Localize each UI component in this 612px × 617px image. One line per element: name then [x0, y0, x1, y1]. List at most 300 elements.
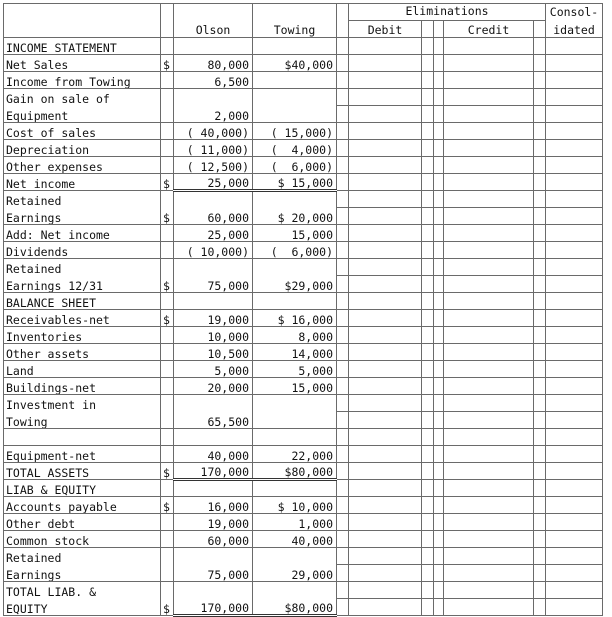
- row-olson-value: 25,000: [174, 225, 253, 242]
- row-spacer-cell: [534, 191, 546, 208]
- row-olson-value: [174, 293, 253, 310]
- row-spacer-cell: [434, 157, 444, 174]
- row-olson-value: 170,000: [174, 463, 253, 480]
- row-gap-cell: [337, 157, 349, 174]
- table-row: [4, 208, 603, 225]
- row-gap-cell: [337, 446, 349, 463]
- row-spacer-cell: [422, 497, 434, 514]
- row-spacer-cell: [422, 259, 434, 276]
- row-olson-value: ( 10,000): [174, 242, 253, 259]
- row-consolidated-cell: [546, 344, 603, 361]
- row-spacer-cell: [434, 446, 444, 463]
- table-row: [4, 531, 603, 548]
- row-gap-cell: [337, 191, 349, 208]
- row-olson-value: 2,000: [174, 106, 253, 123]
- header-dollar-cell-2: [161, 21, 174, 38]
- row-debit-cell: [349, 463, 422, 480]
- table-row: [4, 514, 603, 531]
- row-label: Other assets: [4, 344, 161, 361]
- row-spacer-cell: [422, 38, 434, 55]
- row-credit-cell: [444, 293, 534, 310]
- row-spacer-cell: [534, 446, 546, 463]
- table-row: [4, 259, 603, 276]
- row-spacer-cell: [434, 38, 444, 55]
- row-spacer-cell: [434, 293, 444, 310]
- row-olson-value: [174, 548, 253, 565]
- table-row: [4, 599, 603, 616]
- row-towing-value: 22,000: [253, 446, 337, 463]
- row-gap-cell: [337, 310, 349, 327]
- row-debit-cell: [349, 293, 422, 310]
- row-consolidated-cell: [546, 310, 603, 327]
- row-dollar-sign: [161, 395, 174, 412]
- row-towing-value: [253, 548, 337, 565]
- row-gap-cell: [337, 480, 349, 497]
- row-spacer-cell: [534, 106, 546, 123]
- row-label: Other debt: [4, 514, 161, 531]
- row-debit-cell: [349, 225, 422, 242]
- row-dollar-sign: [161, 378, 174, 395]
- row-consolidated-cell: [546, 259, 603, 276]
- row-spacer-cell: [422, 106, 434, 123]
- row-spacer-cell: [434, 89, 444, 106]
- row-spacer-cell: [434, 412, 444, 429]
- row-dollar-sign: [161, 344, 174, 361]
- row-label: INCOME STATEMENT: [4, 38, 161, 55]
- row-consolidated-cell: [546, 395, 603, 412]
- row-label: [4, 429, 161, 446]
- row-spacer-cell: [422, 55, 434, 72]
- row-spacer-cell: [534, 157, 546, 174]
- row-credit-cell: [444, 38, 534, 55]
- row-towing-value: $ 16,000: [253, 310, 337, 327]
- row-spacer-cell: [434, 310, 444, 327]
- row-consolidated-cell: [546, 463, 603, 480]
- row-credit-cell: [444, 497, 534, 514]
- row-spacer-cell: [422, 310, 434, 327]
- row-spacer-cell: [422, 72, 434, 89]
- row-spacer-cell: [534, 497, 546, 514]
- row-spacer-cell: [534, 310, 546, 327]
- table-row: [4, 378, 603, 395]
- table-row: [4, 497, 603, 514]
- row-towing-value: $80,000: [253, 463, 337, 480]
- row-label: TOTAL LIAB. &: [4, 582, 161, 599]
- row-olson-value: ( 12,500): [174, 157, 253, 174]
- row-consolidated-cell: [546, 429, 603, 446]
- row-debit-cell: [349, 174, 422, 191]
- row-credit-cell: [444, 276, 534, 293]
- row-gap-cell: [337, 378, 349, 395]
- row-debit-cell: [349, 582, 422, 599]
- row-dollar-sign: [161, 38, 174, 55]
- row-spacer-cell: [422, 157, 434, 174]
- row-gap-cell: [337, 412, 349, 429]
- table-row: [4, 310, 603, 327]
- header-row-1: [4, 4, 603, 21]
- row-spacer-cell: [422, 514, 434, 531]
- row-credit-cell: [444, 395, 534, 412]
- row-dollar-sign: [161, 412, 174, 429]
- row-debit-cell: [349, 497, 422, 514]
- row-label: Retained: [4, 191, 161, 208]
- row-label: Inventories: [4, 327, 161, 344]
- row-spacer-cell: [422, 378, 434, 395]
- row-gap-cell: [337, 89, 349, 106]
- row-consolidated-cell: [546, 446, 603, 463]
- row-olson-value: [174, 89, 253, 106]
- row-spacer-cell: [434, 72, 444, 89]
- row-gap-cell: [337, 55, 349, 72]
- row-towing-value: ( 6,000): [253, 242, 337, 259]
- row-towing-value: [253, 38, 337, 55]
- row-towing-value: $ 15,000: [253, 174, 337, 191]
- row-gap-cell: [337, 548, 349, 565]
- row-gap-cell: [337, 395, 349, 412]
- consolidation-worksheet: [3, 3, 603, 617]
- row-towing-value: $ 20,000: [253, 208, 337, 225]
- table-row: [4, 565, 603, 582]
- row-towing-value: 40,000: [253, 531, 337, 548]
- row-spacer-cell: [434, 242, 444, 259]
- row-label: Investment in: [4, 395, 161, 412]
- header-gap-cell-2: [337, 21, 349, 38]
- row-debit-cell: [349, 531, 422, 548]
- row-consolidated-cell: [546, 327, 603, 344]
- row-gap-cell: [337, 361, 349, 378]
- row-spacer-cell: [422, 463, 434, 480]
- row-debit-cell: [349, 276, 422, 293]
- row-towing-value: [253, 412, 337, 429]
- row-spacer-cell: [422, 225, 434, 242]
- row-spacer-cell: [534, 242, 546, 259]
- row-debit-cell: [349, 191, 422, 208]
- row-spacer-cell: [422, 429, 434, 446]
- row-spacer-cell: [534, 582, 546, 599]
- row-towing-value: [253, 259, 337, 276]
- row-towing-value: $80,000: [253, 599, 337, 616]
- row-towing-value: [253, 72, 337, 89]
- row-olson-value: 65,500: [174, 412, 253, 429]
- header-dollar-cell: [161, 4, 174, 21]
- row-dollar-sign: [161, 531, 174, 548]
- row-towing-value: [253, 106, 337, 123]
- row-credit-cell: [444, 463, 534, 480]
- row-olson-value: 75,000: [174, 276, 253, 293]
- row-dollar-sign: [161, 446, 174, 463]
- row-gap-cell: [337, 293, 349, 310]
- row-towing-value: ( 4,000): [253, 140, 337, 157]
- row-consolidated-cell: [546, 89, 603, 106]
- row-towing-value: [253, 429, 337, 446]
- row-credit-cell: [444, 565, 534, 582]
- table-row: [4, 327, 603, 344]
- row-debit-cell: [349, 242, 422, 259]
- table-row: [4, 55, 603, 72]
- row-spacer-cell: [422, 480, 434, 497]
- row-consolidated-cell: [546, 191, 603, 208]
- row-olson-value: 10,500: [174, 344, 253, 361]
- row-dollar-sign: $: [161, 497, 174, 514]
- row-debit-cell: [349, 106, 422, 123]
- row-spacer-cell: [434, 497, 444, 514]
- table-row: [4, 276, 603, 293]
- row-gap-cell: [337, 259, 349, 276]
- row-gap-cell: [337, 344, 349, 361]
- row-spacer-cell: [434, 582, 444, 599]
- row-debit-cell: [349, 55, 422, 72]
- table-row: [4, 395, 603, 412]
- row-credit-cell: [444, 344, 534, 361]
- row-olson-value: ( 11,000): [174, 140, 253, 157]
- header-spacer-cell: [422, 21, 434, 38]
- row-debit-cell: [349, 140, 422, 157]
- row-credit-cell: [444, 429, 534, 446]
- row-debit-cell: [349, 310, 422, 327]
- row-debit-cell: [349, 327, 422, 344]
- header-gap-cell: [337, 4, 349, 21]
- table-row: [4, 582, 603, 599]
- row-consolidated-cell: [546, 480, 603, 497]
- row-dollar-sign: [161, 191, 174, 208]
- row-label: EQUITY: [4, 599, 161, 616]
- row-olson-value: 60,000: [174, 208, 253, 225]
- row-gap-cell: [337, 276, 349, 293]
- row-dollar-sign: $: [161, 174, 174, 191]
- row-dollar-sign: $: [161, 208, 174, 225]
- row-spacer-cell: [534, 429, 546, 446]
- row-spacer-cell: [534, 140, 546, 157]
- row-dollar-sign: [161, 140, 174, 157]
- row-label: TOTAL ASSETS: [4, 463, 161, 480]
- row-spacer-cell: [534, 599, 546, 616]
- row-olson-value: [174, 191, 253, 208]
- row-spacer-cell: [422, 599, 434, 616]
- row-olson-value: 75,000: [174, 565, 253, 582]
- row-label: Net income: [4, 174, 161, 191]
- row-spacer-cell: [534, 276, 546, 293]
- row-olson-value: [174, 429, 253, 446]
- row-debit-cell: [349, 599, 422, 616]
- row-label: Net Sales: [4, 55, 161, 72]
- row-spacer-cell: [422, 344, 434, 361]
- row-dollar-sign: [161, 361, 174, 378]
- row-dollar-sign: [161, 123, 174, 140]
- row-towing-value: ( 6,000): [253, 157, 337, 174]
- row-debit-cell: [349, 565, 422, 582]
- row-gap-cell: [337, 463, 349, 480]
- row-credit-cell: [444, 582, 534, 599]
- row-spacer-cell: [422, 565, 434, 582]
- row-credit-cell: [444, 548, 534, 565]
- table-row: [4, 344, 603, 361]
- row-gap-cell: [337, 497, 349, 514]
- row-label: Dividends: [4, 242, 161, 259]
- row-spacer-cell: [534, 565, 546, 582]
- row-spacer-cell: [534, 378, 546, 395]
- row-gap-cell: [337, 38, 349, 55]
- row-spacer-cell: [534, 361, 546, 378]
- row-spacer-cell: [534, 293, 546, 310]
- row-consolidated-cell: [546, 242, 603, 259]
- row-credit-cell: [444, 106, 534, 123]
- row-spacer-cell: [534, 123, 546, 140]
- row-debit-cell: [349, 361, 422, 378]
- row-debit-cell: [349, 378, 422, 395]
- row-spacer-cell: [534, 72, 546, 89]
- credit-column-header: Credit: [444, 21, 534, 38]
- towing-column-header: Towing: [253, 21, 337, 38]
- row-consolidated-cell: [546, 276, 603, 293]
- row-spacer-cell: [534, 208, 546, 225]
- row-label: Other expenses: [4, 157, 161, 174]
- row-spacer-cell: [434, 429, 444, 446]
- row-spacer-cell: [434, 463, 444, 480]
- row-gap-cell: [337, 72, 349, 89]
- row-towing-value: [253, 395, 337, 412]
- row-spacer-cell: [534, 55, 546, 72]
- row-dollar-sign: $: [161, 599, 174, 616]
- row-spacer-cell: [534, 548, 546, 565]
- row-label: Earnings 12/31: [4, 276, 161, 293]
- row-dollar-sign: [161, 548, 174, 565]
- row-credit-cell: [444, 55, 534, 72]
- row-spacer-cell: [434, 514, 444, 531]
- row-olson-value: 25,000: [174, 174, 253, 191]
- row-consolidated-cell: [546, 293, 603, 310]
- row-dollar-sign: [161, 480, 174, 497]
- row-spacer-cell: [422, 191, 434, 208]
- row-credit-cell: [444, 89, 534, 106]
- row-spacer-cell: [422, 140, 434, 157]
- row-olson-value: 6,500: [174, 72, 253, 89]
- row-spacer-cell: [422, 548, 434, 565]
- row-spacer-cell: [534, 463, 546, 480]
- row-olson-value: 5,000: [174, 361, 253, 378]
- row-spacer-cell: [534, 395, 546, 412]
- row-label: Land: [4, 361, 161, 378]
- row-towing-value: 15,000: [253, 225, 337, 242]
- debit-column-header: Debit: [349, 21, 422, 38]
- row-consolidated-cell: [546, 599, 603, 616]
- row-dollar-sign: $: [161, 276, 174, 293]
- row-consolidated-cell: [546, 123, 603, 140]
- row-spacer-cell: [434, 361, 444, 378]
- row-towing-value: ( 15,000): [253, 123, 337, 140]
- row-gap-cell: [337, 106, 349, 123]
- row-dollar-sign: $: [161, 310, 174, 327]
- header-spacer-cell: [534, 21, 546, 38]
- row-gap-cell: [337, 599, 349, 616]
- row-spacer-cell: [434, 531, 444, 548]
- row-towing-value: $ 10,000: [253, 497, 337, 514]
- row-consolidated-cell: [546, 72, 603, 89]
- table-row: [4, 174, 603, 191]
- row-olson-value: [174, 38, 253, 55]
- row-debit-cell: [349, 123, 422, 140]
- row-credit-cell: [444, 242, 534, 259]
- header-spacer-cell: [434, 21, 444, 38]
- row-credit-cell: [444, 191, 534, 208]
- row-olson-value: 10,000: [174, 327, 253, 344]
- row-credit-cell: [444, 327, 534, 344]
- row-debit-cell: [349, 72, 422, 89]
- row-olson-value: 19,000: [174, 514, 253, 531]
- consolidated-header-line1: Consol-: [546, 4, 603, 21]
- row-gap-cell: [337, 531, 349, 548]
- row-spacer-cell: [434, 208, 444, 225]
- row-debit-cell: [349, 514, 422, 531]
- row-gap-cell: [337, 123, 349, 140]
- row-spacer-cell: [422, 531, 434, 548]
- row-credit-cell: [444, 72, 534, 89]
- row-olson-value: 16,000: [174, 497, 253, 514]
- table-row: [4, 446, 603, 463]
- table-row: [4, 429, 603, 446]
- row-spacer-cell: [422, 242, 434, 259]
- row-consolidated-cell: [546, 548, 603, 565]
- row-towing-value: 29,000: [253, 565, 337, 582]
- table-row: [4, 72, 603, 89]
- row-dollar-sign: $: [161, 55, 174, 72]
- row-dollar-sign: [161, 225, 174, 242]
- row-towing-value: 14,000: [253, 344, 337, 361]
- row-debit-cell: [349, 344, 422, 361]
- row-label: Income from Towing: [4, 72, 161, 89]
- row-spacer-cell: [434, 106, 444, 123]
- row-label: Cost of sales: [4, 123, 161, 140]
- row-olson-value: 40,000: [174, 446, 253, 463]
- row-towing-value: [253, 89, 337, 106]
- row-debit-cell: [349, 89, 422, 106]
- row-towing-value: 1,000: [253, 514, 337, 531]
- row-label: Receivables-net: [4, 310, 161, 327]
- row-consolidated-cell: [546, 497, 603, 514]
- row-label: Depreciation: [4, 140, 161, 157]
- row-spacer-cell: [434, 599, 444, 616]
- row-dollar-sign: [161, 514, 174, 531]
- row-gap-cell: [337, 174, 349, 191]
- table-row: [4, 38, 603, 55]
- row-towing-value: 8,000: [253, 327, 337, 344]
- row-consolidated-cell: [546, 106, 603, 123]
- header-towing-cell: [253, 4, 337, 21]
- row-label: Earnings: [4, 208, 161, 225]
- row-consolidated-cell: [546, 361, 603, 378]
- table-row: [4, 123, 603, 140]
- row-spacer-cell: [422, 293, 434, 310]
- row-dollar-sign: [161, 429, 174, 446]
- consolidated-header-line2: idated: [546, 21, 603, 38]
- row-credit-cell: [444, 225, 534, 242]
- table-row: [4, 463, 603, 480]
- row-gap-cell: [337, 514, 349, 531]
- row-dollar-sign: [161, 259, 174, 276]
- row-consolidated-cell: [546, 582, 603, 599]
- row-credit-cell: [444, 531, 534, 548]
- row-label: Add: Net income: [4, 225, 161, 242]
- eliminations-header: Eliminations: [349, 4, 546, 21]
- row-gap-cell: [337, 140, 349, 157]
- row-debit-cell: [349, 38, 422, 55]
- table-row: [4, 412, 603, 429]
- row-credit-cell: [444, 514, 534, 531]
- row-spacer-cell: [422, 208, 434, 225]
- row-label: Common stock: [4, 531, 161, 548]
- row-spacer-cell: [434, 55, 444, 72]
- row-label: Towing: [4, 412, 161, 429]
- row-dollar-sign: [161, 157, 174, 174]
